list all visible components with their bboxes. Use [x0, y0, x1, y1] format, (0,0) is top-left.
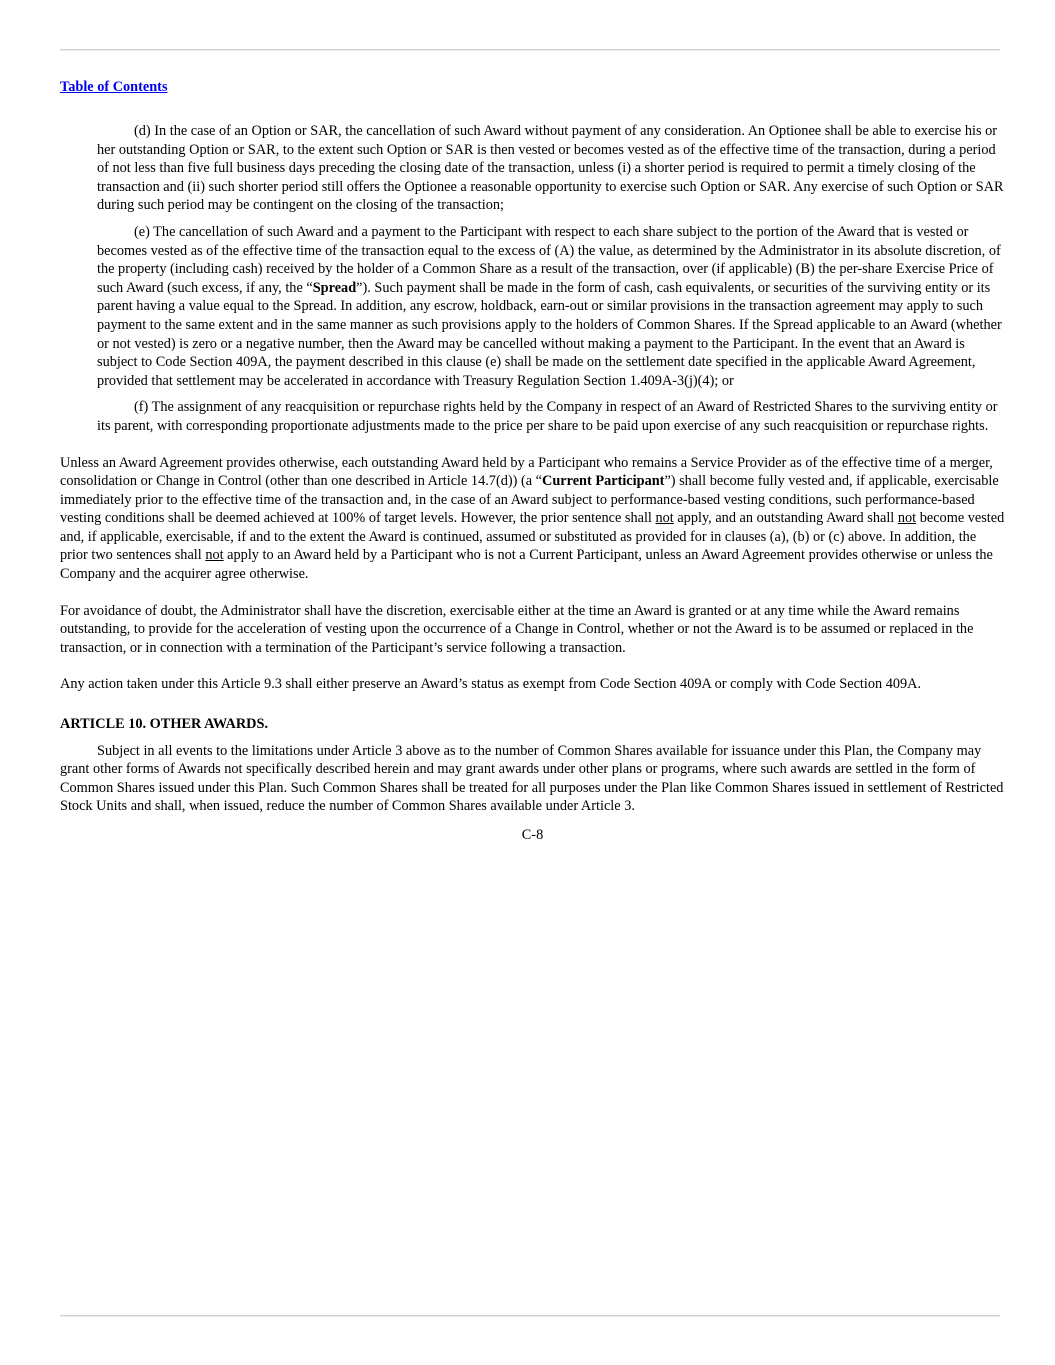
- emphasis-not: not: [897, 510, 917, 527]
- defined-term-current-participant: Current Participant: [542, 473, 665, 490]
- top-divider: [60, 49, 1000, 50]
- paragraph-unless: [60, 454, 1005, 584]
- unless-text-3: apply, and an outstanding Award shall: [673, 510, 898, 527]
- unless-text-2: ”) shall become fully vested and, if applicable, exercisable immediately prior to the effective time of the transaction and, in the case of an Award subject to performance-based vesting conditions, such performance-based vesting conditions shall be deemed achieved at 100% of target levels. However, the prior sentence shall: [60, 473, 999, 527]
- clause-f: (f) The assignment of any reacquisition or repurchase rights held by the Company in respect of an Award of Restricted Shares to the surviving entity or its parent, with corresponding proportionate adjustments made to the price per share to be paid upon exercise of any such reacquisition or repurchase rights.: [97, 399, 998, 434]
- defined-term-spread: Spread: [312, 279, 357, 296]
- article-10-body: Subject in all events to the limitations under Article 3 above as to the number of Common Shares available for issuance under this Plan, the Company may grant other forms of Awards not specifically described herein and may grant awards under other plans or programs, where such awards are settled in the form of Common Shares issued under this Plan. Such Common Shares shall be treated for all purposes under the Plan like Common Shares issued in settlement of Restricted Stock Units and shall, when issued, reduce the number of Common Shares available under Article 3.: [60, 742, 1004, 815]
- clause-d: (d) In the case of an Option or SAR, the cancellation of such Award without payment of any consideration. An Optionee shall be able to exercise his or her outstanding Option or SAR, to the extent such Option or SAR is then vested or becomes vested as of the effective time of the transaction, during a period of not less than five full business days preceding the closing date of the transaction, unless (i) a shorter period is required to permit a timely closing of the transaction and (ii) such shorter period still offers the Optionee a reasonable opportunity to exercise such Option or SAR. Any exercise of such Option or SAR during such period may be contingent on the closing of the transaction;: [97, 123, 1004, 214]
- unless-text-5: apply to an Award held by a Participant who is not a Current Participant, unless an Award Agreement provides otherwise or unless the Company and the acquirer agree otherwise.: [60, 547, 993, 583]
- article-10-heading: ARTICLE 10. OTHER AWARDS.: [60, 716, 269, 733]
- bottom-divider: [60, 1315, 1000, 1316]
- clause-e: [97, 223, 1005, 390]
- clause-e-text-1: (e) The cancellation of such Award and a payment to the Participant with respect to each share subject to the portion of the Award that is vested or becomes vested as of the effective time of the transaction equal to the excess of (A) the value, as determined by the Administrator in its absolute discretion, of the property (including cash) received by the holder of a Common Share as a result of the transaction, over (if applicable) (B) the per-share Exercise Price of such Award (such excess, if any, the “: [97, 223, 1001, 296]
- unless-text-1: Unless an Award Agreement provides otherwise, each outstanding Award held by a Participant who remains a Service Provider as of the effective time of a merger, consolidation or Change in Control (other than one described in Article 14.7(d)) (a “: [60, 454, 993, 490]
- paragraph-avoidance: For avoidance of doubt, the Administrator shall have the discretion, exercisable either at the time an Award is granted or at any time while the Award remains outstanding, to provide for the acceleration of vesting upon the occurrence of a Change in Control, whether or not the Award is to be assumed or replaced in the transaction, or in connection with a termination of the Participant’s service following a transaction.: [60, 602, 974, 656]
- table-of-contents-link[interactable]: Table of Contents: [60, 79, 168, 95]
- document-body: [60, 122, 1005, 845]
- page-number: C-8: [521, 827, 544, 843]
- unless-text-4: become vested and, if applicable, exercisable, if and to the extent the Award is continued, assumed or substituted as provided for in clauses (a), (b) or (c) above. In addition, the prior two sentences shall: [60, 510, 1005, 564]
- paragraph-action: Any action taken under this Article 9.3 shall either preserve an Award’s status as exempt from Code Section 409A or comply with Code Section 409A.: [60, 676, 922, 693]
- emphasis-not: not: [655, 510, 674, 527]
- clause-e-text-2: ”). Such payment shall be made in the form of cash, cash equivalents, or securities of the surviving entity or its parent having a value equal to the Spread. In addition, any escrow, holdback, earn-out or similar provisions in the transaction agreement may apply to such payment to the same extent and in the same manner as such provisions apply to the holders of Common Shares. If the Spread applicable to an Award (whether or not vested) is zero or a negative number, then the Award may be cancelled without making a payment to the Participant. In the event that an Award is subject to Code Section 409A, the payment described in this clause (e) shall be made on the settlement date specified in the applicable Award Agreement, provided that settlement may be accelerated in accordance with Treasury Regulation Section 1.409A-3(j)(4); or: [97, 279, 1002, 389]
- emphasis-not: not: [205, 547, 224, 564]
